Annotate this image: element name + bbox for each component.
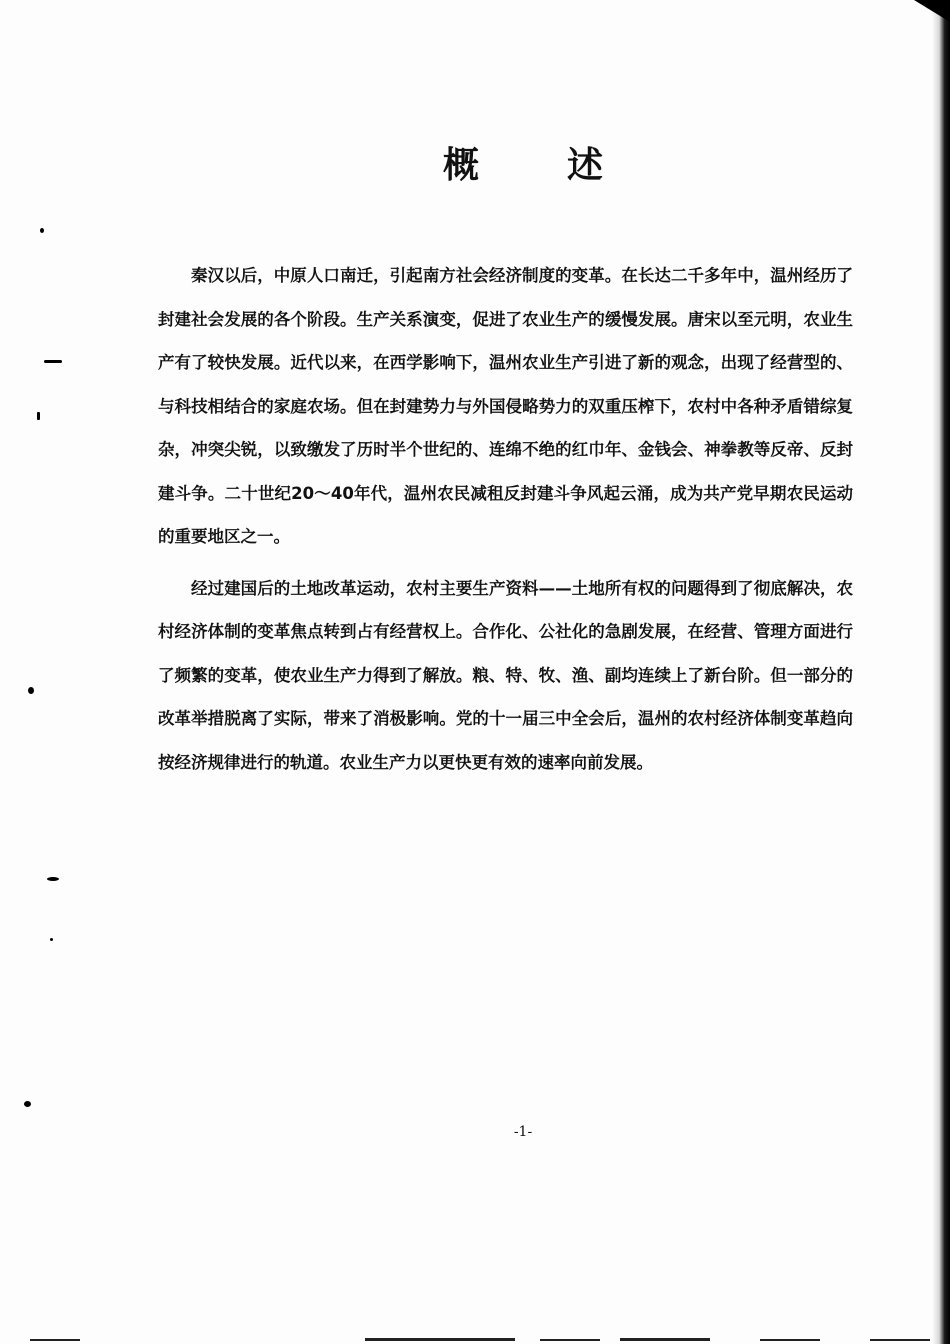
scan-edge-bottom <box>0 1332 950 1344</box>
scan-speck <box>47 877 59 881</box>
scan-speck <box>50 938 53 941</box>
scan-speck <box>44 360 62 363</box>
scan-edge-right <box>932 0 950 1344</box>
title-char-2: 述 <box>566 144 603 186</box>
scan-corner <box>914 0 950 22</box>
page-title <box>443 138 603 186</box>
paragraph-2: 经过建国后的土地改革运动，农村主要生产资料——土地所有权的问题得到了彻底解决，农村经济体制的变革焦点转到占有经营权上。合作化、公社化的急剧发展，在经营、管理方面进行了频繁的变革，使农业生产力得到了解放。粮、特、牧、渔、副均连续上了新台阶。但一部分的改革举措脱离了实际，带来了消极影响。党的十一届三中全会后，温州的农村经济体制变革趋向按经济规律进行的轨道。农业生产力以更快更有效的速率向前发展。 <box>158 578 853 772</box>
paragraph-1: 秦汉以后，中原人口南迁，引起南方社会经济制度的变革。在长达二千多年中，温州经历了封建社会发展的各个阶段。生产关系演变，促进了农业生产的缓慢发展。唐宋以至元明，农业生产有了较快发展。近代以来，在西学影响下，温州农业生产引进了新的观念，出现了经营型的、与科技相结合的家庭农场。但在封建势力与外国侵略势力的双重压榨下，农村中各种矛盾错综复杂，冲突尖锐，以致缴发了历时半个世纪的、连绵不绝的红巾年、金钱会、神拳教等反帝、反封建斗争。二十世纪20～40年代，温州农民减租反封建斗争风起云涌，成为共产党早期农民运动的重要地区之一。 <box>158 266 853 546</box>
scan-speck <box>37 412 40 420</box>
scan-speck <box>40 228 44 233</box>
scan-speck <box>28 687 34 694</box>
title-char-1: 概 <box>443 144 480 186</box>
scan-speck <box>24 1101 31 1107</box>
page-number: -1- <box>513 1124 533 1140</box>
body-text <box>158 254 853 784</box>
